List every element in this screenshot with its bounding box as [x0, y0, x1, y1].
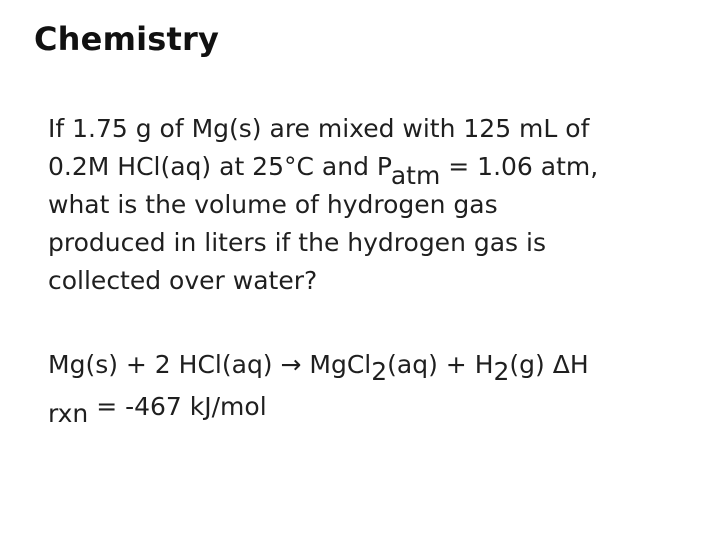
equation-line-1 [48, 344, 698, 386]
question-line-2-end: = 1.06 atm, [440, 152, 599, 181]
equation-subscript-1: 2 [371, 357, 388, 386]
reaction-equation [48, 344, 698, 428]
question-text [48, 110, 698, 300]
subject-title: Chemistry [34, 20, 220, 58]
equation-subscript-2: 2 [493, 357, 510, 386]
equation-line-2 [48, 386, 698, 428]
question-line-4: produced in liters if the hydrogen gas is [48, 228, 546, 257]
question-line-3: what is the volume of hydrogen gas [48, 190, 498, 219]
question-line-1: If 1.75 g of Mg(s) are mixed with 125 mL of [48, 114, 590, 143]
question-line-2-start: 0.2M HCl(aq) at 25°C and P [48, 152, 391, 181]
enthalpy-subscript: rxn [48, 399, 89, 428]
equation-part-2: (aq) + H [387, 350, 494, 379]
question-line-5: collected over water? [48, 266, 318, 295]
question-line-2 [48, 148, 698, 190]
equation-part-4: = -467 kJ/mol [88, 392, 267, 421]
pressure-subscript: atm [390, 161, 441, 190]
equation-part-3: (g) ΔH [509, 350, 589, 379]
equation-part-1: Mg(s) + 2 HCl(aq) → MgCl [48, 350, 372, 379]
